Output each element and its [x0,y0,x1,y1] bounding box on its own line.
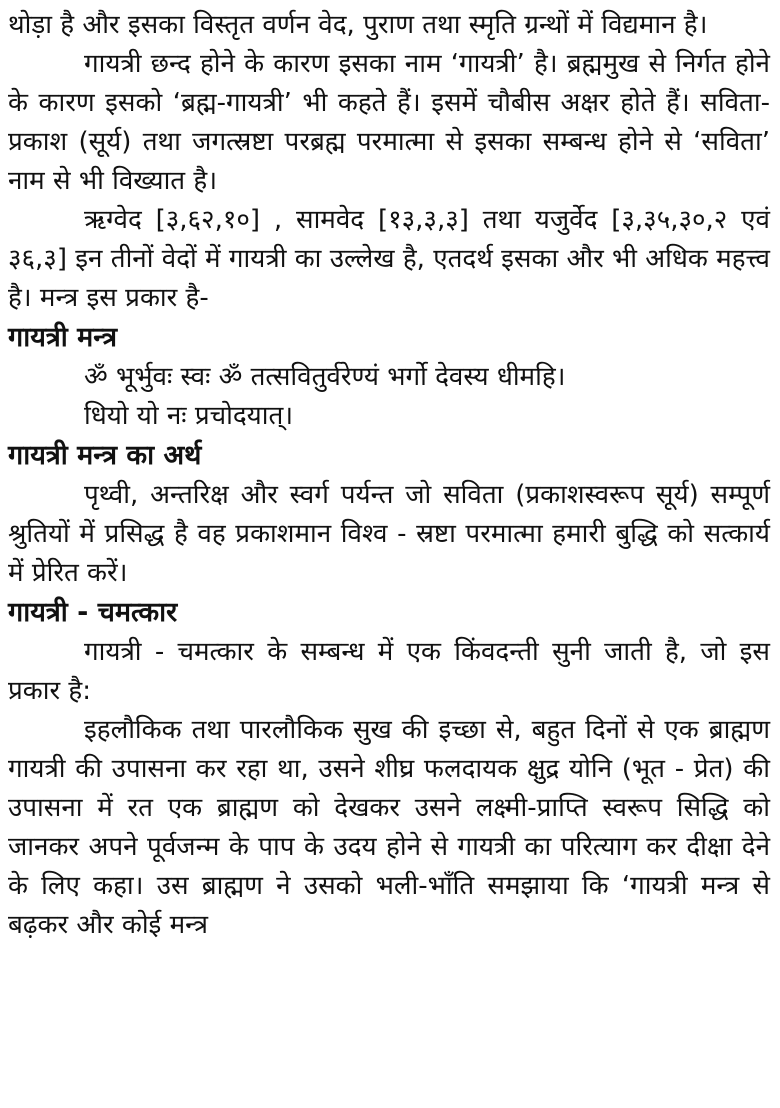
paragraph-gayatri-name: गायत्री छन्द होने के कारण इसका नाम ‘गायत्री’ है। ब्रह्ममुख से निर्गत होने के कारण इसको ‘ब्रह्म-गायत्री’ भी कहते हैं। इसमें चौबीस अक्षर होते हैं। सविता-प्रकाश (सूर्य) तथा जगत्स्रष्टा परब्रह्म परमात्मा से इसका सम्बन्ध होने से ‘सविता’ नाम से भी विख्यात है। [8,49,770,196]
paragraph-miracle-intro: गायत्री - चमत्कार के सम्बन्ध में एक किंवदन्ती सुनी जाती है, जो इस प्रकार है: [8,637,770,706]
paragraph-veda-references: ऋग्वेद [३,६२,१०] , सामवेद [१३,३,३] तथा यजुर्वेद [३,३५,३०,२ एवं ३६,३] इन तीनों वेदों में गायत्री का उल्लेख है, एतदर्थ इसका और भी अधिक महत्त्व है। मन्त्र इस प्रकार है- [8,205,770,313]
paragraph-mantra-meaning: पृथ्वी, अन्तरिक्ष और स्वर्ग पर्यन्त जो सविता (प्रकाशस्वरूप सूर्य) सम्पूर्ण श्रुतियों में प्रसिद्ध है वह प्रकाशमान विश्व - स्रष्टा परमात्मा हमारी बुद्धि को सत्कार्य में प्रेरित करें। [8,480,770,588]
heading-gayatri-mantra: गायत्री मन्त्र [8,322,117,353]
heading-mantra-meaning: गायत्री मन्त्र का अर्थ [8,440,202,471]
heading-gayatri-miracle: गायत्री - चमत्कार [8,597,178,628]
mantra-line-1: ॐ भूर्भुवः स्वः ॐ तत्सवितुर्वरेण्यं भर्गो देवस्य धीमहि। [84,362,566,392]
paragraph-intro-continuation: थोड़ा है और इसका विस्तृत वर्णन वेद, पुराण तथा स्मृति ग्रन्थों में विद्यमान है। [8,10,708,40]
paragraph-miracle-story: इहलौकिक तथा पारलौकिक सुख की इच्छा से, बहुत दिनों से एक ब्राह्मण गायत्री की उपासना कर रहा था, उसने शीघ्र फलदायक क्षुद्र योनि (भूत - प्रेत) की उपासना में रत एक ब्राह्मण को देखकर उसने लक्ष्मी-प्राप्ति स्वरूप सिद्धि को जानकर अपने पूर्वजन्म के पाप के उदय होने से गायत्री का परित्याग कर दीक्षा देने के लिए कहा। उस ब्राह्मण ने उसको भली-भाँति समझाया कि ‘गायत्री मन्त्र से बढ़कर और कोई मन्त्र [8,715,770,940]
mantra-line-2: धियो यो नः प्रचोदयात्। [84,401,294,431]
